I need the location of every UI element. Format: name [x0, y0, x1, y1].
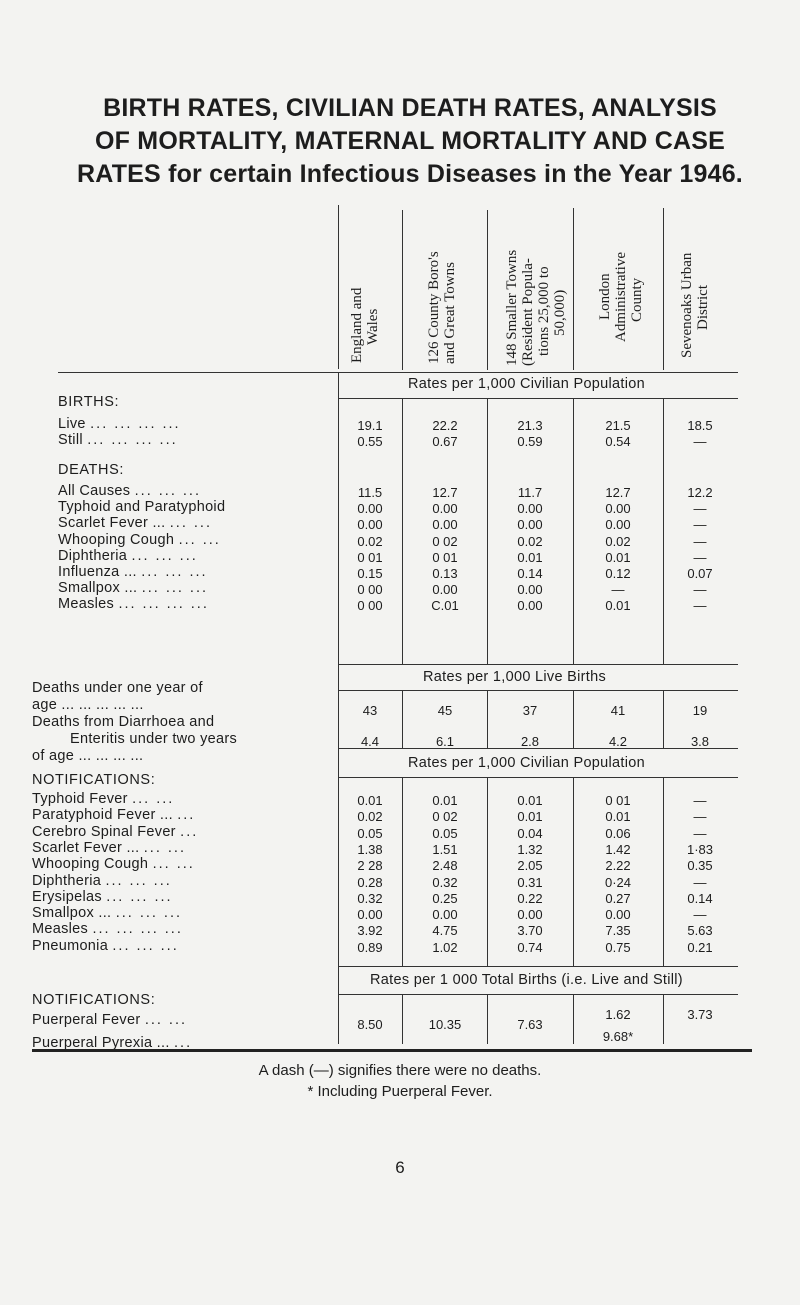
births-row-label: Live ... ... ... ...: [58, 416, 181, 432]
infant-deaths-label: Deaths under one year of age ... ... ... ... ... Deaths from Diarrhoea and Enteritis under two years of age ... ... ... ...: [32, 680, 238, 764]
notification-row-cell: 0.01: [605, 809, 631, 825]
deaths-row-cell: 0.00: [432, 582, 458, 598]
deaths-row-cell: 0 02: [432, 533, 458, 549]
notification-row-cell: 0.14: [687, 890, 713, 906]
notification-row-cell: 0.06: [605, 825, 631, 841]
bottom-rule: [32, 1049, 752, 1052]
deaths-row-cell: 0.01: [517, 549, 543, 565]
notification-row-cell: 3.92: [357, 923, 383, 939]
notification-row-label: Typhoid Fever ... ...: [32, 791, 175, 807]
deaths-row-cell: —: [693, 533, 707, 549]
notification-row-cell: —: [693, 907, 707, 923]
deaths-label: DEATHS:: [58, 462, 124, 478]
puerperal-pyrexia-label: Puerperal Pyrexia ... ...: [32, 1035, 193, 1051]
notification-row-cell: 0.00: [357, 907, 383, 923]
deaths-row-cell: 0.00: [517, 582, 543, 598]
notification-row-label: Diphtheria ... ... ...: [32, 872, 172, 889]
notification-row-cell: 0.28: [357, 874, 383, 890]
deaths-row-cell: 12.7: [432, 485, 458, 500]
rates-header-civilian-1: Rates per 1,000 Civilian Population: [408, 376, 645, 392]
notification-row-cell: —: [693, 874, 707, 890]
col-head-sevenoaks: Sevenoaks Urban District: [679, 252, 711, 358]
deaths-row-cell: 0.01: [605, 598, 631, 614]
notification-row-cell: —: [693, 793, 707, 808]
deaths-row-cell: 0 01: [432, 549, 458, 565]
deaths-row-cell: 12.2: [687, 485, 713, 500]
notification-row-cell: 0.05: [432, 825, 458, 841]
live-births-cell: 43: [362, 703, 378, 718]
deaths-row-label: Whooping Cough ... ...: [58, 531, 221, 548]
page-title: [60, 92, 760, 191]
col-head-london: London Administrative County: [597, 252, 645, 342]
notification-row-cell: 0.22: [517, 890, 543, 906]
live-births-cell: 19: [692, 703, 708, 718]
deaths-row-cell: 11.5: [357, 485, 383, 500]
notification-row-label: Erysipelas ... ... ...: [32, 888, 173, 905]
rates-header-civilian-2: Rates per 1,000 Civilian Population: [408, 755, 645, 771]
notifications-label-2: NOTIFICATIONS:: [32, 992, 156, 1008]
deaths-row-label: All Causes ... ... ...: [58, 483, 201, 499]
births-row-label: Still ... ... ... ...: [58, 432, 178, 448]
deaths-row-label: Influenza ... ... ... ...: [58, 564, 208, 580]
live-births-cell: 37: [522, 703, 538, 718]
deaths-row-cell: —: [611, 582, 625, 598]
notification-row-cell: 0.27: [605, 890, 631, 906]
notification-row-cell: 2 28: [357, 858, 383, 874]
notification-row-cell: 0 01: [605, 793, 631, 808]
notification-row-cell: 0·24: [604, 874, 632, 890]
notification-row-cell: 0.00: [517, 907, 543, 923]
deaths-row-cell: 12.7: [605, 485, 631, 500]
asterisk-footnote: * Including Puerperal Fever.: [307, 1083, 493, 1100]
notification-row-label: Pneumonia ... ... ...: [32, 937, 179, 954]
title-line-3: RATES for certain Infectious Diseases in the Year 1946.: [77, 160, 743, 188]
notification-row-cell: 3.70: [517, 923, 543, 939]
deaths-row-cell: 0.00: [605, 517, 631, 533]
notification-row-cell: 0.74: [517, 939, 543, 955]
notification-row-cell: 0.25: [432, 890, 458, 906]
notification-row-cell: 2.22: [605, 858, 631, 874]
notification-row-cell: 0.31: [517, 874, 543, 890]
deaths-row-cell: 0.00: [517, 517, 543, 533]
live-births-cell: 3.8: [690, 734, 710, 749]
births-row-cell: 19.1: [357, 418, 383, 433]
deaths-row-cell: 0.00: [517, 598, 543, 614]
notification-row-cell: 0.00: [605, 907, 631, 923]
notification-row-cell: 7.35: [605, 923, 631, 939]
deaths-row-label: Scarlet Fever ... ... ...: [58, 515, 212, 532]
notifications-label-1: NOTIFICATIONS:: [32, 772, 156, 788]
notification-row-cell: 0.05: [357, 825, 383, 841]
deaths-row-cell: 0.13: [432, 566, 458, 581]
deaths-row-cell: 0.00: [432, 501, 458, 517]
deaths-row-label: Smallpox ... ... ... ...: [58, 580, 209, 597]
notification-row-cell: 0.04: [517, 825, 543, 841]
deaths-row-cell: 11.7: [517, 485, 543, 500]
births-row-cell: 0.67: [432, 434, 458, 449]
col-head-county-boros: 126 County Boro's and Great Towns: [426, 251, 458, 364]
notification-row-cell: 0.21: [687, 939, 713, 955]
puerperal-sevenoaks: 3.73: [687, 1007, 713, 1022]
live-births-cell: 2.8: [520, 734, 540, 749]
deaths-row-cell: —: [693, 582, 707, 598]
deaths-row-cell: 0.15: [357, 566, 383, 581]
notification-row-cell: 0 02: [432, 809, 458, 825]
deaths-row-cell: 0.14: [517, 566, 543, 581]
notification-row-cell: 0.00: [432, 907, 458, 923]
births-row-cell: 0.54: [605, 434, 631, 449]
notification-row-cell: 0.01: [517, 793, 543, 808]
live-births-cell: 6.1: [435, 734, 455, 749]
title-line-1: BIRTH RATES, CIVILIAN DEATH RATES, ANALYSIS: [103, 94, 717, 122]
deaths-row-cell: 0.02: [357, 533, 383, 549]
rates-header-live-births: Rates per 1,000 Live Births: [423, 669, 606, 685]
notification-row-label: Smallpox ... ... ... ...: [32, 905, 183, 922]
notification-row-cell: —: [693, 825, 707, 841]
rates-header-total-births: Rates per 1 000 Total Births (i.e. Live and Still): [370, 972, 683, 988]
notification-row-cell: 1.42: [605, 841, 631, 857]
deaths-row-cell: 0.00: [432, 517, 458, 533]
notification-row-cell: 1.02: [432, 939, 458, 955]
births-row-cell: 0.59: [517, 434, 543, 449]
notification-row-cell: 5.63: [687, 923, 713, 939]
births-row-cell: 0.55: [357, 434, 383, 449]
deaths-row-cell: 0 01: [357, 549, 383, 565]
deaths-row-cell: 0.00: [517, 501, 543, 517]
notification-row-cell: 1.32: [517, 841, 543, 857]
notification-row-cell: —: [693, 809, 707, 825]
births-row-cell: 21.5: [605, 418, 631, 433]
deaths-row-cell: —: [693, 517, 707, 533]
live-births-cell: 45: [437, 703, 453, 718]
puerperal-london-pyrexia: 9.68*: [602, 1029, 634, 1044]
deaths-row-cell: 0.07: [687, 566, 713, 581]
notification-row-cell: 1·83: [686, 841, 714, 857]
notification-row-cell: 0.01: [357, 793, 383, 808]
births-row-cell: 18.5: [687, 418, 713, 433]
puerperal-england: 8.50: [357, 1017, 383, 1032]
deaths-row-cell: 0.02: [605, 533, 631, 549]
deaths-row-label: Diphtheria ... ... ...: [58, 547, 198, 564]
live-births-cell: 41: [610, 703, 626, 718]
notification-row-label: Whooping Cough ... ...: [32, 856, 195, 873]
notification-row-cell: 0.89: [357, 939, 383, 955]
title-line-2: OF MORTALITY, MATERNAL MORTALITY AND CASE: [95, 127, 725, 155]
deaths-row-cell: 0.02: [517, 533, 543, 549]
col-head-england: England and Wales: [349, 287, 381, 363]
deaths-row-cell: 0.01: [605, 549, 631, 565]
puerperal-smaller-towns: 7.63: [517, 1017, 543, 1032]
page-number: 6: [395, 1158, 405, 1177]
births-row-cell: 21.3: [517, 418, 543, 433]
puerperal-london-fever: 1.62: [605, 1007, 631, 1022]
deaths-row-cell: 0 00: [357, 582, 383, 598]
notification-row-label: Paratyphoid Fever ... ...: [32, 807, 196, 824]
notification-row-label: Scarlet Fever ... ... ...: [32, 839, 186, 856]
deaths-row-cell: —: [693, 549, 707, 565]
deaths-row-cell: 0.00: [357, 501, 383, 517]
deaths-row-cell: 0.12: [605, 566, 631, 581]
puerperal-fever-label: Puerperal Fever ... ...: [32, 1012, 188, 1028]
col-head-smaller-towns: 148 Smaller Towns (Resident Popula- tions 25,000 to 50,000): [504, 249, 568, 366]
notification-row-cell: 0.32: [432, 874, 458, 890]
notification-row-cell: 2.05: [517, 858, 543, 874]
notification-row-cell: 0.01: [517, 809, 543, 825]
notification-row-cell: 4.75: [432, 923, 458, 939]
notification-row-cell: 1.51: [432, 841, 458, 857]
deaths-row-cell: 0.00: [357, 517, 383, 533]
live-births-cell: 4.2: [608, 734, 628, 749]
notification-row-cell: 1.38: [357, 841, 383, 857]
deaths-row-cell: —: [693, 501, 707, 517]
deaths-row-cell: —: [693, 598, 707, 614]
births-row-cell: —: [693, 434, 707, 449]
notification-row-cell: 0.01: [432, 793, 458, 808]
deaths-row-cell: C.01: [431, 598, 459, 614]
notification-row-cell: 2.48: [432, 858, 458, 874]
deaths-row-label: Measles ... ... ... ...: [58, 596, 209, 613]
notification-row-label: Cerebro Spinal Fever ...: [32, 823, 199, 840]
puerperal-county-boros: 10.35: [428, 1017, 462, 1032]
births-row-cell: 22.2: [432, 418, 458, 433]
notification-row-cell: 0.75: [605, 939, 631, 955]
notification-row-cell: 0.02: [357, 809, 383, 825]
births-label: BIRTHS:: [58, 394, 120, 410]
notification-row-cell: 0.32: [357, 890, 383, 906]
live-births-cell: 4.4: [360, 734, 380, 749]
notification-row-cell: 0.35: [687, 858, 713, 874]
deaths-row-cell: 0 00: [357, 598, 383, 614]
deaths-row-label: Typhoid and Paratyphoid: [58, 499, 226, 516]
notification-row-label: Measles ... ... ... ...: [32, 921, 183, 938]
dash-footnote: A dash (—) signifies there were no deaths.: [258, 1062, 542, 1079]
deaths-row-cell: 0.00: [605, 501, 631, 517]
